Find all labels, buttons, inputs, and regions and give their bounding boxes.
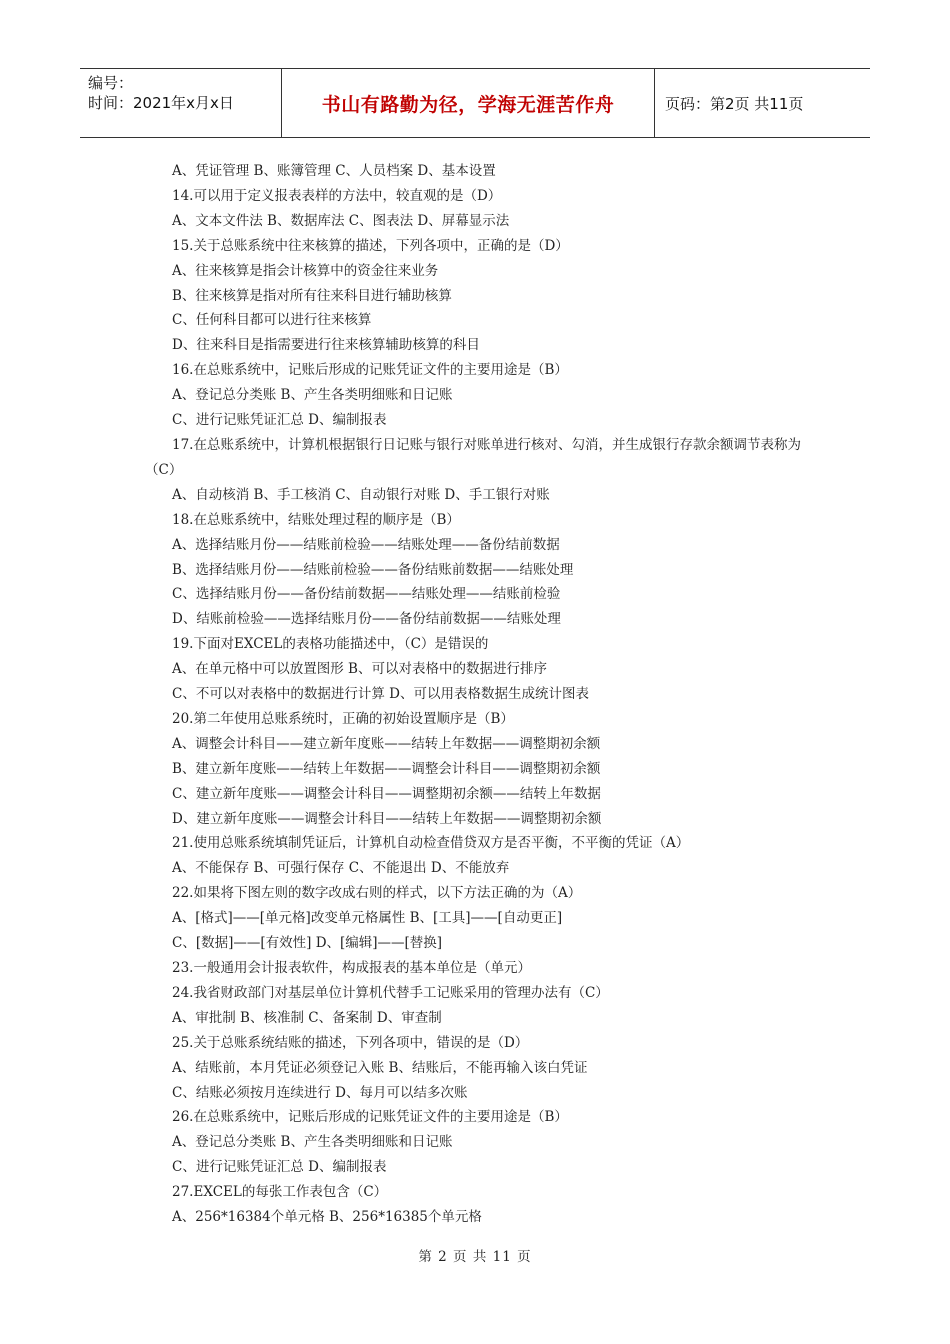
text-line: C、建立新年度账——调整会计科目——调整期初余额——结转上年数据 [172, 785, 601, 802]
text-line: 26.在总账系统中，记账后形成的记账凭证文件的主要用途是（B） [172, 1109, 568, 1126]
text-line: C、结账必须按月连续进行 D、每月可以结多次账 [172, 1084, 468, 1101]
text-line: B、建立新年度账——结转上年数据——调整会计科目——调整期初余额 [172, 760, 601, 777]
text-line: A、凭证管理 B、账簿管理 C、人员档案 D、基本设置 [172, 163, 496, 179]
text-line: 22.如果将下图左则的数字改成右则的样式，以下方法正确的为（A） [172, 885, 582, 902]
text-line: 14.可以用于定义报表表样的方法中，较直观的是（D） [172, 187, 502, 204]
text-line: 25.关于总账系统结账的描述，下列各项中，错误的是（D） [172, 1034, 529, 1051]
text-line: D、结账前检验——选择结账月份——备份结前数据——结账处理 [172, 611, 561, 628]
text-line: C、进行记账凭证汇总 D、编制报表 [172, 1159, 387, 1176]
time-label: 时间：2021年x月x日 [88, 94, 234, 112]
text-line: 23.一般通用会计报表软件，构成报表的基本单位是（单元） [172, 960, 531, 976]
text-line: 20.第二年使用总账系统时，正确的初始设置顺序是（B） [172, 710, 514, 727]
text-line: A、在单元格中可以放置图形 B、可以对表格中的数据进行排序 [172, 661, 547, 678]
text-line: A、文本文件法 B、数据库法 C、图表法 D、屏幕显示法 [172, 212, 510, 229]
text-line: 21.使用总账系统填制凭证后，计算机自动检查借贷双方是否平衡，不平衡的凭证（A） [172, 835, 690, 852]
text-line: 24.我省财政部门对基层单位计算机代替手工记账采用的管理办法有（C） [172, 984, 609, 1001]
text-line: 18.在总账系统中，结账处理过程的顺序是（B） [172, 511, 460, 528]
text-line: C、[数据]——[有效性] D、[编辑]——[替换] [172, 935, 443, 952]
text-line: 19.下面对EXCEL的表格功能描述中，（C）是错误的 [172, 636, 489, 653]
text-line: C、不可以对表格中的数据进行计算 D、可以用表格数据生成统计图表 [172, 686, 589, 703]
header-page-info: 页码：第2页 共11页 [665, 94, 804, 113]
text-line: D、往来科目是指需要进行往来核算辅助核算的科目 [172, 337, 480, 354]
header-motto: 书山有路勤为径，学海无涯苦作舟 [282, 69, 655, 137]
text-line: B、选择结账月份——结账前检验——备份结账前数据——结账处理 [172, 561, 574, 578]
text-line: C、进行记账凭证汇总 D、编制报表 [172, 412, 387, 429]
number-label: 编号： [88, 74, 134, 92]
page-footer: 第 2 页 共 11 页 [418, 1249, 532, 1265]
text-line: A、登记总分类账 B、产生各类明细账和日记账 [172, 1134, 453, 1151]
text-line: C、选择结账月份——备份结前数据——结账处理——结账前检验 [172, 586, 561, 603]
text-line: A、[格式]——[单元格]改变单元格属性 B、[工具]——[自动更正] [172, 910, 563, 927]
text-line: 27.EXCEL的每张工作表包含（C） [172, 1184, 388, 1201]
text-line: 16.在总账系统中，记账后形成的记账凭证文件的主要用途是（B） [172, 362, 568, 379]
text-line: A、审批制 B、核准制 C、备案制 D、审查制 [172, 1009, 442, 1026]
text-line: B、往来核算是指对所有往来科目进行辅助核算 [172, 287, 452, 304]
text-line: 15.关于总账系统中往来核算的描述，下列各项中，正确的是（D） [172, 237, 569, 254]
text-line: A、登记总分类账 B、产生各类明细账和日记账 [172, 387, 453, 404]
document-body [145, 159, 810, 1230]
text-line: C、任何科目都可以进行往来核算 [172, 312, 372, 329]
text-line: A、自动核消 B、手工核消 C、自动银行对账 D、手工银行对账 [172, 486, 550, 503]
text-line: A、选择结账月份——结账前检验——结账处理——备份结前数据 [172, 536, 560, 553]
text-line: A、往来核算是指会计核算中的资金往来业务 [172, 262, 439, 279]
text-line: A、调整会计科目——建立新年度账——结转上年数据——调整期初余额 [172, 735, 601, 752]
text-line: D、建立新年度账——调整会计科目——结转上年数据——调整期初余额 [172, 810, 602, 827]
header-meta [80, 69, 282, 137]
text-line: 17.在总账系统中，计算机根据银行日记账与银行对账单进行核对、勾消，并生成银行存款余额调节表称为（C） [145, 436, 801, 478]
text-line: A、不能保存 B、可强行保存 C、不能退出 D、不能放弃 [172, 860, 510, 877]
page-header [80, 68, 870, 138]
text-line: A、256*16384个单元格 B、256*16385个单元格 [172, 1209, 482, 1226]
text-line: A、结账前，本月凭证必须登记入账 B、结账后，不能再输入该白凭证 [172, 1059, 588, 1076]
